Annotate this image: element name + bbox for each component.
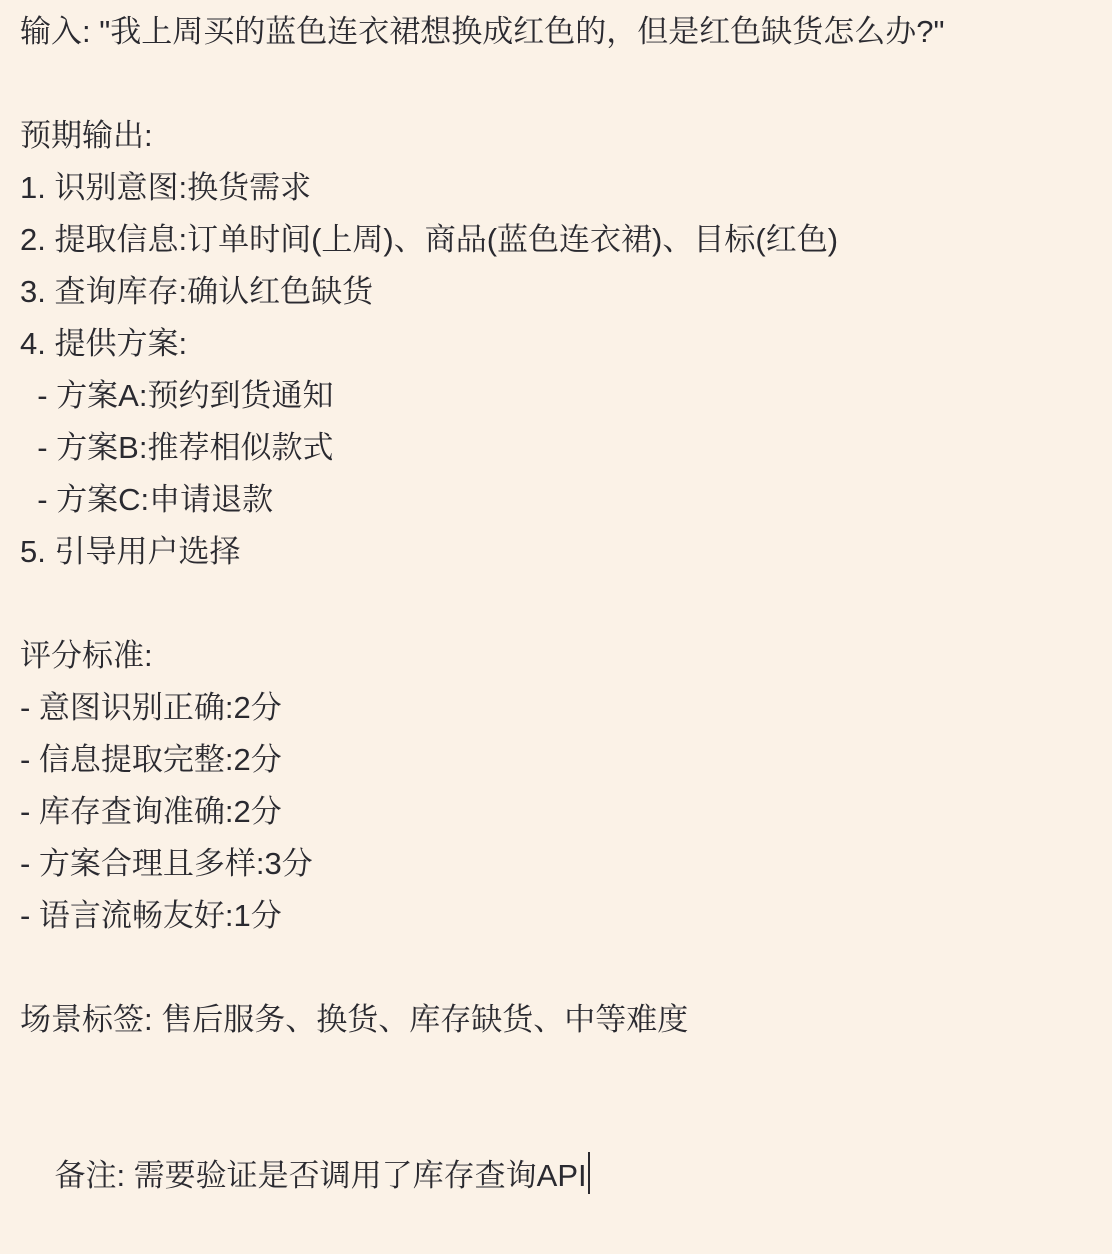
text-line: - 方案A:预约到货通知 <box>20 378 334 413</box>
blank-line <box>20 58 1092 110</box>
text-line: - 方案B:推荐相似款式 <box>20 430 334 465</box>
text-line: 预期输出: <box>20 118 153 153</box>
text-line: 1. 识别意图:换货需求 <box>20 170 312 205</box>
text-line: 4. 提供方案: <box>20 326 188 361</box>
text-line: - 语言流畅友好:1分 <box>20 898 282 933</box>
text-line <box>20 1098 1092 1254</box>
blank-line <box>20 578 1092 630</box>
text-line: - 方案C:申请退款 <box>20 482 274 517</box>
text-line: 场景标签: 售后服务、换货、库存缺货、中等难度 <box>20 1002 689 1037</box>
text-line: - 信息提取完整:2分 <box>20 742 282 777</box>
text-line: 2. 提取信息:订单时间(上周)、商品(蓝色连衣裙)、目标(红色) <box>20 222 839 257</box>
text-line: - 库存查询准确:2分 <box>20 794 282 829</box>
text-line: 评分标准: <box>20 638 153 673</box>
blank-line <box>20 1046 1092 1098</box>
text-line: 输入: "我上周买的蓝色连衣裙想换成红色的，但是红色缺货怎么办?" <box>20 14 945 49</box>
text-line-content: 备注: 需要验证是否调用了库存查询API <box>54 1158 587 1193</box>
text-line: - 方案合理且多样:3分 <box>20 846 313 881</box>
text-line: - 意图识别正确:2分 <box>20 690 282 725</box>
text-line: 5. 引导用户选择 <box>20 534 241 569</box>
blank-line <box>20 942 1092 994</box>
text-caret <box>588 1152 590 1194</box>
text-line: 3. 查询库存:确认红色缺货 <box>20 274 374 309</box>
